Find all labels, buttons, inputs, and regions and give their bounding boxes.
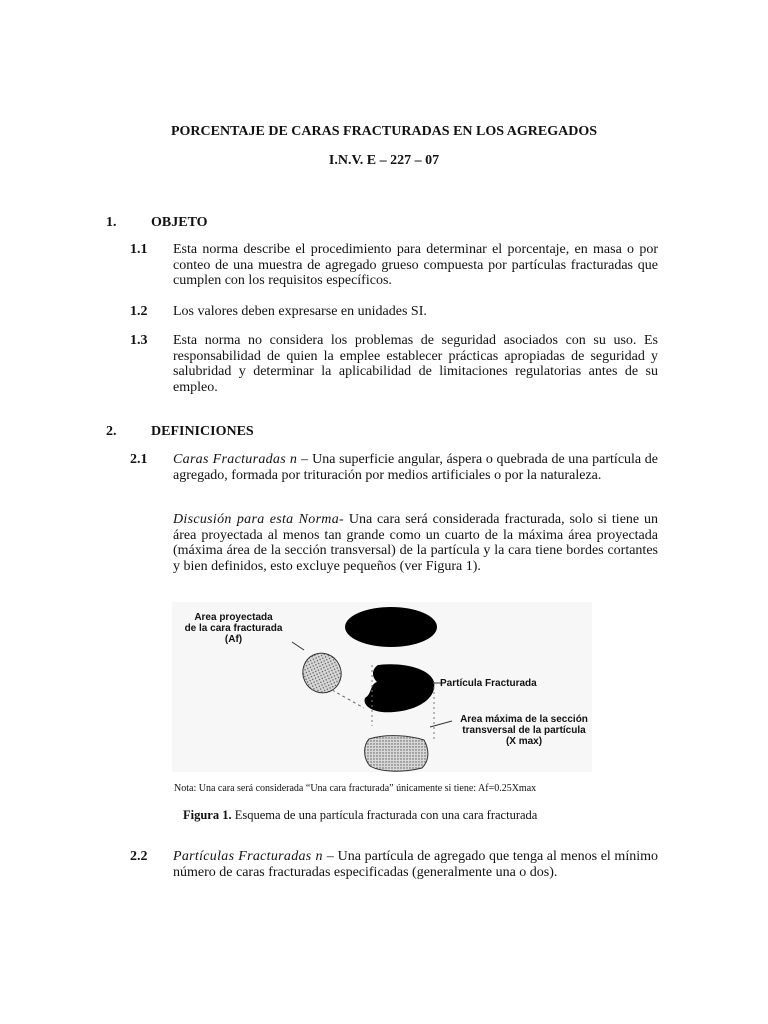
item-2-1-definition: Una superficie angular, áspera o quebrada de una partícula de agregado, formada por trituración por medios artificiales o por la naturaleza.	[173, 452, 658, 483]
item-1-3-text: Esta norma no considera los problemas de seguridad asociados con su uso. Es responsabilidad de quien la emplee establecer prácticas apropiadas de seguridad y salubridad y determinar la aplicabilidad de limitaciones regulatorias antes de su empleo.	[173, 333, 658, 395]
page-title: PORCENTAJE DE CARAS FRACTURADAS EN LOS AGREGADOS	[170, 124, 597, 139]
section-1-number: 1.	[106, 215, 117, 230]
label-max-area	[454, 714, 594, 747]
item-1-2-text: Los valores deben expresarse en unidades SI.	[173, 304, 427, 319]
discussion-text: Una cara será considerada fracturada, solo si tiene un área proyectada al menos tan grande como un cuarto de la máxima área proyectada (máxima área de la sección transversal) de la partícula y la cara tiene bordes cortantes y bien definidos, esto excluye pequeños (ver Figura 1).	[173, 512, 658, 574]
label-max-area-line1: Area máxima de la sección	[460, 714, 588, 725]
item-2-2-number: 2.2	[130, 849, 148, 864]
item-2-2-term: Partículas Fracturadas n –	[173, 849, 335, 864]
item-1-1-text: Esta norma describe el procedimiento para determinar el porcentaje, en masa o por conteo de una muestra de agregado grueso compuesta por partículas fracturadas que cumplen con los requisitos específicos.	[173, 242, 658, 288]
label-projected-area-line2: de la cara fracturada	[184, 623, 283, 634]
norm-code: I.N.V. E – 227 – 07	[328, 153, 440, 168]
discussion-term: Discusión para esta Norma-	[173, 512, 344, 527]
section-1-title: OBJETO	[151, 215, 208, 230]
figure-note: Nota: Una cara será considerada “Una cara fracturada” únicamente si tiene: Af=0.25Xmax	[174, 783, 537, 794]
label-max-area-line3: (X max)	[505, 736, 543, 747]
item-1-3-number: 1.3	[130, 333, 148, 348]
item-1-2-number: 1.2	[130, 304, 148, 319]
item-2-1-term: Caras Fracturadas n –	[173, 452, 309, 467]
label-projected-area-line1: Area proyectada	[194, 612, 273, 623]
section-2-title: DEFINICIONES	[151, 424, 254, 439]
label-projected-area	[176, 612, 291, 645]
particle-top-ellipse	[345, 607, 437, 647]
label-max-area-line2: transversal de la partícula	[462, 725, 586, 736]
item-2-2-definition: Una partícula de agregado que tenga al menos el mínimo número de caras fracturadas especificadas (generalmente una o dos).	[173, 849, 658, 880]
section-2-number: 2.	[106, 424, 117, 439]
discussion-paragraph	[173, 512, 658, 574]
label-fractured-particle: Partícula Fracturada	[440, 678, 537, 689]
item-1-1-number: 1.1	[130, 242, 148, 257]
figure-caption	[183, 808, 537, 823]
item-2-1-text	[173, 452, 658, 483]
label-projected-area-line3: (Af)	[224, 634, 243, 645]
figure-caption-label: Figura 1.	[183, 808, 232, 822]
item-2-2-text	[173, 849, 658, 880]
max-cross-section	[365, 736, 428, 772]
item-2-1-number: 2.1	[130, 452, 148, 467]
fractured-particle-shape	[365, 664, 435, 712]
fractured-face-area	[296, 647, 347, 699]
figure-caption-text: Esquema de una partícula fracturada con una cara fracturada	[231, 808, 538, 822]
